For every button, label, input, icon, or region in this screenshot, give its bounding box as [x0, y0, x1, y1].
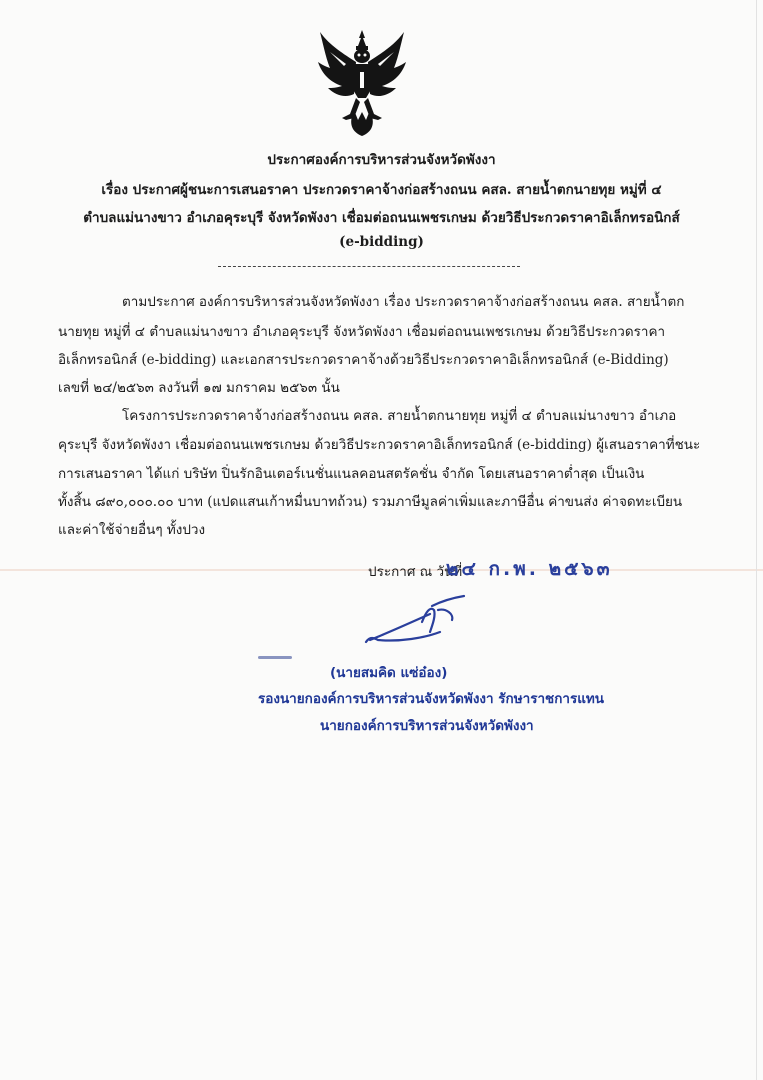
separator-line	[218, 266, 520, 267]
announce-date: ๒๔ ก.พ. ๒๕๖๓	[446, 558, 613, 580]
subject-line-1: เรื่อง ประกาศผู้ชนะการเสนอราคา ประกวดราคาจ้างก่อสร้างถนน คสล. สายน้ำตกนายทุย หมู่ที่ ๔	[101, 182, 662, 198]
p2-line-2: คุระบุรี จังหวัดพังงา เชื่อมต่อถนนเพชรเกษม ด้วยวิธีประกวดราคาอิเล็กทรอนิกส์ (e-bidding) ผู้เสนอราคาที่ชนะ	[58, 437, 701, 453]
subject-line-2: ตำบลแม่นางขาว อำเภอคุระบุรี จังหวัดพังงา เชื่อมต่อถนนเพชรเกษม ด้วยวิธีประกวดราคาอิเล็กทรอนิกส์	[83, 210, 680, 226]
page-edge	[756, 0, 757, 1080]
signer-position-2: นายกองค์การบริหารส่วนจังหวัดพังงา	[320, 718, 534, 734]
p1-line-2: นายทุย หมู่ที่ ๔ ตำบลแม่นางขาว อำเภอคุระบุรี จังหวัดพังงา เชื่อมต่อถนนเพชรเกษม ด้วยวิธีประกวดราคา	[58, 324, 666, 340]
garuda-emblem-icon	[316, 28, 408, 138]
p2-line-5: และค่าใช้จ่ายอื่นๆ ทั้งปวง	[58, 522, 206, 538]
p2-line-3: การเสนอราคา ได้แก่ บริษัท ปิ่นรักอินเตอร์เนชั่นแนลคอนสตรัคชั่น จำกัด โดยเสนอราคาต่ำสุด เป็นเงิน	[58, 466, 645, 482]
announce-label: ประกาศ ณ วันที่	[368, 564, 463, 580]
p2-line-4: ทั้งสิ้น ๘๙๐,๐๐๐.๐๐ บาท (แปดแสนเก้าหมื่นบาทถ้วน) รวมภาษีมูลค่าเพิ่มและภาษีอื่น ค่าขนส่ง ค่าจดทะเบียน	[58, 494, 683, 510]
signer-position-1: รองนายกองค์การบริหารส่วนจังหวัดพังงา รักษาราชการแทน	[258, 691, 605, 707]
p1-line-1: ตามประกาศ องค์การบริหารส่วนจังหวัดพังงา เรื่อง ประกวดราคาจ้างก่อสร้างถนน คสล. สายน้ำตก	[122, 294, 685, 310]
announcement-org: ประกาศองค์การบริหารส่วนจังหวัดพังงา	[267, 152, 496, 168]
p1-line-4: เลขที่ ๒๔/๒๕๖๓ ลงวันที่ ๑๗ มกราคม ๒๕๖๓ นั้น	[58, 380, 340, 396]
p1-line-3: อิเล็กทรอนิกส์ (e-bidding) และเอกสารประกวดราคาจ้างด้วยวิธีประกวดราคาอิเล็กทรอนิกส์ (e-Bidding)	[58, 352, 669, 368]
subject-line-3: (e-bidding)	[339, 234, 424, 250]
signer-name: (นายสมคิด แซ่อ๋อง)	[330, 665, 448, 681]
handwritten-signature	[360, 592, 472, 648]
ink-mark	[258, 656, 292, 659]
p2-line-1: โครงการประกวดราคาจ้างก่อสร้างถนน คสล. สายน้ำตกนายทุย หมู่ที่ ๔ ตำบลแม่นางขาว อำเภอ	[122, 408, 677, 424]
